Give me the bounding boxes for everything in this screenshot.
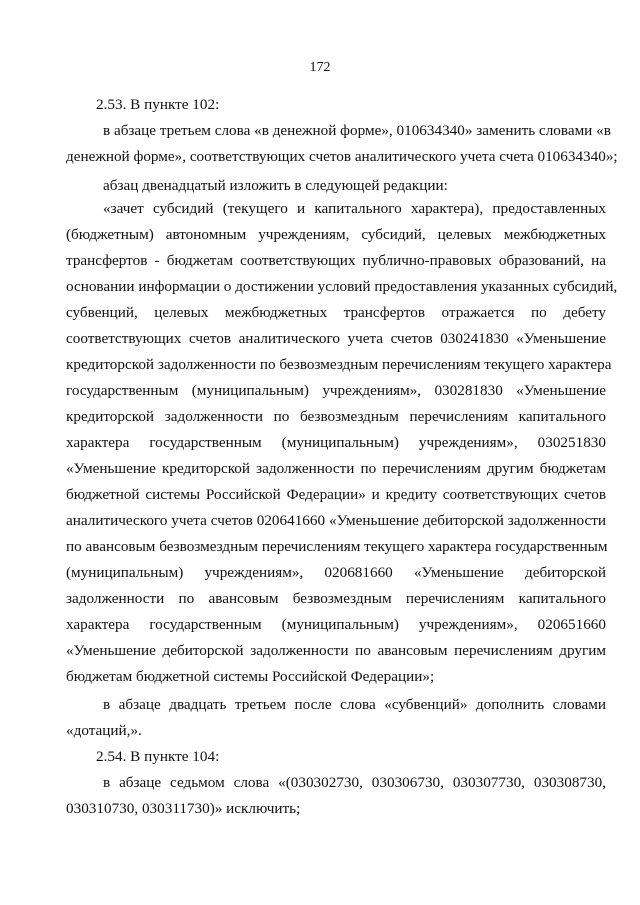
paragraph-line: 2.54. В пункте 104: xyxy=(96,748,220,765)
paragraph-line: в абзаце двадцать третьем после слова «субвенций» дополнить словами xyxy=(103,696,606,713)
paragraph-line: по авансовым безвозмездным перечислениям текущего характера государственным xyxy=(66,538,608,555)
paragraph-line: 030310730, 030311730)» исключить; xyxy=(66,800,301,817)
paragraph-line: «Уменьшение дебиторской задолженности по авансовым перечислениям другим xyxy=(66,642,606,659)
paragraph-line: абзац двенадцатый изложить в следующей редакции: xyxy=(103,177,448,194)
paragraph-line: 2.53. В пункте 102: xyxy=(96,96,220,113)
paragraph-line: (муниципальным) учреждениям», 020681660 «Уменьшение дебиторской xyxy=(66,564,606,581)
paragraph-line: кредиторской задолженности по безвозмездным перечислениям текущего характера xyxy=(66,356,612,373)
paragraph-line: основании информации о достижении условий предоставления указанных субсидий, xyxy=(66,278,618,295)
paragraph-line: бюджетам бюджетной системы Российской Федерации»; xyxy=(66,668,435,685)
paragraph-line: государственным (муниципальным) учреждениям», 030281830 «Уменьшение xyxy=(66,382,606,399)
paragraph-line: «зачет субсидий (текущего и капитального характера), предоставленных xyxy=(103,200,606,217)
page-number: 172 xyxy=(309,60,331,75)
paragraph-line: характера государственным (муниципальным) учреждениям», 020651660 xyxy=(66,616,606,633)
paragraph-line: аналитического учета счетов 020641660 «Уменьшение дебиторской задолженности xyxy=(66,512,606,529)
paragraph-line: трансфертов - бюджетам соответствующих публично-правовых образований, на xyxy=(66,252,606,269)
paragraph-line: характера государственным (муниципальным) учреждениям», 030251830 xyxy=(66,434,606,451)
paragraph-line: соответствующих счетов аналитического учета счетов 030241830 «Уменьшение xyxy=(66,330,606,347)
paragraph-line: кредиторской задолженности по безвозмездным перечислениям капитального xyxy=(66,408,606,425)
paragraph-line: «дотаций,». xyxy=(66,722,142,739)
paragraph-line: в абзаце седьмом слова «(030302730, 030306730, 030307730, 030308730, xyxy=(103,774,606,791)
paragraph-line: «Уменьшение кредиторской задолженности по перечислениям другим бюджетам xyxy=(66,460,606,477)
paragraph-line: бюджетной системы Российской Федерации» и кредиту соответствующих счетов xyxy=(66,486,606,503)
paragraph-line: (бюджетным) автономным учреждениям, субсидий, целевых межбюджетных xyxy=(66,226,606,243)
paragraph-line: в абзаце третьем слова «в денежной форме», 010634340» заменить словами «в xyxy=(103,122,611,139)
paragraph-line: задолженности по авансовым безвозмездным перечислениям капитального xyxy=(66,590,606,607)
paragraph-line: субвенций, целевых межбюджетных трансфертов отражается по дебету xyxy=(66,304,606,321)
paragraph-line: денежной форме», соответствующих счетов аналитического учета счета 010634340»; xyxy=(66,148,618,165)
